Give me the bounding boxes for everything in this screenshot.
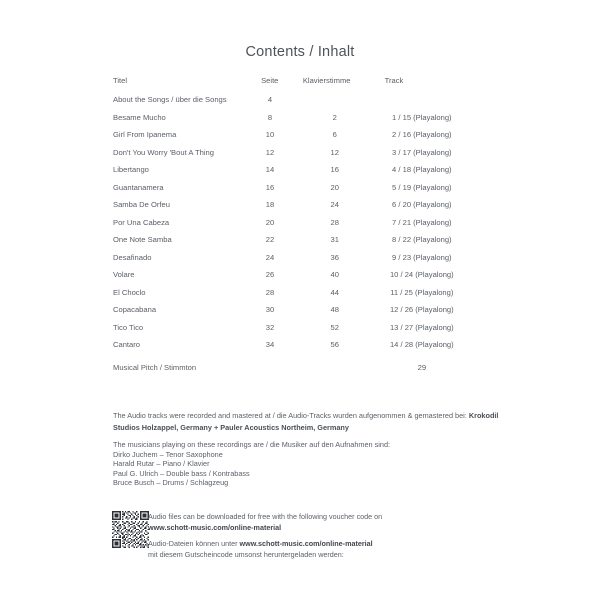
cell-piano: 20	[330, 182, 339, 192]
table-row	[113, 144, 473, 162]
cell-page	[241, 359, 299, 377]
cell-title: Don't You Worry 'Bout A Thing	[113, 147, 214, 157]
page-title: Contents / Inhalt	[245, 44, 355, 60]
cell-title: Por Una Cabeza	[113, 217, 170, 227]
table-row	[113, 196, 473, 214]
cell-title: Copacabana	[113, 305, 157, 314]
musicians-intro-text: The musicians playing on these recordings are / die Musiker auf den Aufnahmen sind:	[113, 440, 391, 449]
cell-track: 12 / 26 (Playalong)	[389, 305, 454, 314]
cell-page: 10	[265, 130, 275, 139]
cell-track: 29	[417, 362, 427, 372]
cell-page: 12	[265, 147, 275, 157]
cell-track: 6 / 20 (Playalong)	[392, 200, 452, 209]
table-row	[113, 359, 473, 377]
table-row	[113, 161, 473, 179]
cell-track: 1 / 15 (Playalong)	[392, 112, 452, 122]
cell-page: 28	[265, 287, 275, 297]
table-row	[113, 249, 473, 267]
cell-piano: 31	[330, 235, 339, 244]
cell-track: 7 / 21 (Playalong)	[392, 217, 452, 227]
voucher-en-url[interactable]: www.schott-music.com/online-material	[148, 522, 282, 532]
table-row	[113, 266, 473, 284]
cell-title: Besame Mucho	[113, 112, 166, 122]
cell-piano	[299, 359, 371, 377]
cell-title: Cantaro	[113, 340, 141, 349]
voucher-text-german	[148, 539, 488, 560]
cell-title: Libertango	[113, 165, 149, 174]
musicians-credits	[113, 440, 513, 488]
cell-piano: 12	[330, 147, 339, 157]
cell-title: Musical Pitch / Stimmton	[113, 362, 197, 372]
cell-title: Guantanamera	[113, 182, 164, 192]
musicians-list	[113, 450, 513, 488]
cell-track: 2 / 16 (Playalong)	[392, 130, 452, 139]
cell-title: One Note Samba	[113, 235, 172, 244]
table-row	[113, 301, 473, 319]
table-row	[113, 319, 473, 337]
cell-piano: 16	[330, 165, 339, 174]
cell-title: El Choclo	[113, 287, 146, 297]
cell-page: 8	[267, 112, 273, 122]
cell-piano: 44	[330, 287, 339, 297]
cell-page: 24	[265, 252, 275, 262]
table-row	[113, 231, 473, 249]
table-row	[113, 91, 473, 109]
cell-title: Volare	[113, 270, 135, 279]
recording-studios-text: Krokodil Studios Holzappel, Germany + Pauler Acoustics Northeim, Germany	[113, 411, 499, 432]
cell-piano	[299, 91, 371, 109]
cell-title: Desafinado	[113, 252, 152, 262]
table-body	[113, 91, 473, 376]
cell-title: About the Songs / über die Songs	[113, 95, 227, 104]
cell-page: 4	[267, 95, 273, 104]
table-row	[113, 336, 473, 354]
cell-page: 16	[265, 182, 275, 192]
cell-piano: 40	[330, 270, 339, 279]
cell-track: 8 / 22 (Playalong)	[392, 235, 452, 244]
cell-track: 3 / 17 (Playalong)	[392, 147, 452, 157]
cell-title: Girl From Ipanema	[113, 130, 177, 139]
cell-track: 10 / 24 (Playalong)	[389, 270, 454, 279]
cell-piano: 28	[330, 217, 339, 227]
cell-page: 34	[265, 340, 275, 349]
table-row	[113, 214, 473, 232]
cell-track: 9 / 23 (Playalong)	[392, 252, 452, 262]
cell-piano: 2	[332, 112, 337, 122]
cell-piano: 56	[330, 340, 339, 349]
cell-track: 11 / 25 (Playalong)	[390, 287, 454, 297]
voucher-de-line2: mit diesem Gutscheincode umsonst heruntergeladen werden:	[148, 549, 344, 559]
table-row	[113, 179, 473, 197]
cell-track: 13 / 27 (Playalong)	[389, 322, 454, 332]
cell-page: 26	[265, 270, 275, 279]
voucher-de-prefix: Audio-Dateien können unter	[148, 539, 240, 549]
column-header-track: Track	[384, 76, 404, 85]
cell-piano: 36	[330, 252, 339, 262]
table-row	[113, 109, 473, 127]
musician-entry: Harald Rutar – Piano / Klavier	[113, 459, 210, 469]
voucher-text	[148, 512, 488, 560]
musician-entry: Dirko Juchem – Tenor Saxophone	[113, 449, 223, 459]
table-header	[113, 70, 473, 91]
column-header-title: Titel	[113, 76, 128, 85]
cell-piano: 24	[330, 200, 339, 209]
cell-piano: 6	[332, 130, 337, 139]
column-header-piano: Klavierstimme	[302, 76, 351, 85]
cell-track: 5 / 19 (Playalong)	[392, 182, 452, 192]
cell-page: 14	[265, 165, 275, 174]
voucher-en-line1: Audio files can be downloaded for free with the following voucher code on	[148, 512, 383, 521]
cell-page: 20	[265, 217, 275, 227]
cell-piano: 52	[330, 322, 339, 332]
qr-code-icon	[112, 511, 149, 548]
musician-entry: Bruce Busch – Drums / Schlagzeug	[113, 478, 229, 488]
musician-entry: Paul G. Ulrich – Double bass / Kontrabass	[113, 468, 250, 478]
cell-page: 32	[265, 322, 275, 332]
voucher-de-url[interactable]: www.schott-music.com/online-material	[239, 539, 373, 549]
cell-title: Samba De Orfeu	[113, 200, 170, 209]
cell-page: 18	[265, 200, 275, 209]
cell-track: 4 / 18 (Playalong)	[392, 165, 452, 174]
cell-track	[371, 91, 473, 109]
voucher-text-english	[148, 512, 488, 533]
cell-title: Tico Tico	[113, 322, 144, 332]
table-row	[113, 284, 473, 302]
table-header-row	[113, 70, 473, 91]
table-row	[113, 126, 473, 144]
column-header-page: Seite	[261, 76, 279, 85]
recording-intro-text: The Audio tracks were recorded and mastered at / die Audio-Tracks wurden aufgenommen & gemastered bei:	[113, 411, 469, 420]
contents-table	[113, 70, 473, 376]
recording-credits	[113, 410, 513, 433]
cell-page: 22	[265, 235, 275, 244]
cell-page: 30	[265, 305, 275, 314]
cell-piano: 48	[330, 305, 339, 314]
cell-track: 14 / 28 (Playalong)	[389, 340, 454, 349]
